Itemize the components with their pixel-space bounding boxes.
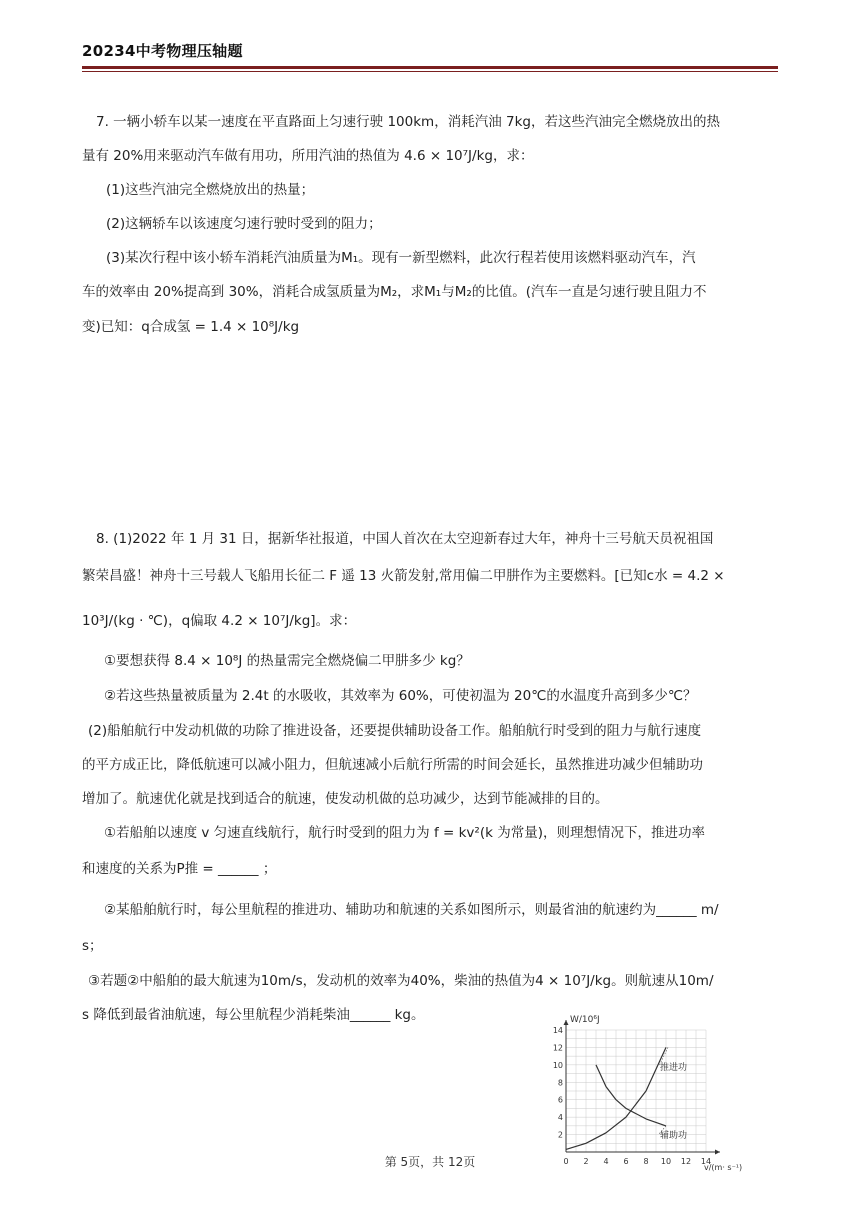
q8-part2-sub2-line-2: s；: [82, 938, 103, 954]
x-tick-label: 10: [660, 1157, 672, 1166]
header-rule-thick: [82, 66, 778, 69]
x-tick-label: 12: [680, 1157, 692, 1166]
y-tick-label: 2: [557, 1130, 563, 1140]
q8-part2-sub1-line-1: ①若船舶以速度 v 匀速直线航行，航行时受到的阻力为 f = kv²(k 为常量)，则理想情况下，推进功率: [104, 825, 705, 841]
q8-text-line-3: 10³J/(kg · ℃)，q偏取 4.2 × 10⁷J/kg]。求：: [82, 613, 357, 629]
y-tick-label: 14: [552, 1026, 563, 1035]
q7-part3-line-1: (3)某次行程中该小轿车消耗汽油质量为M₁。现有一新型燃料，此次行程若使用该燃料驱动汽车，汽: [106, 250, 696, 266]
q7-part2: (2)这辆轿车以该速度匀速行驶时受到的阻力；: [106, 216, 382, 232]
chart-axes: [553, 1020, 720, 1166]
document-header-title: 20234中考物理压轴题: [82, 42, 243, 60]
y-tick-label: 6: [557, 1095, 563, 1105]
q8-part2-line-3: 增加了。航速优化就是找到适合的航速，使发动机做的总功减少，达到节能减排的目的。: [82, 791, 609, 807]
q8-part2-sub3-line-1: ③若题②中船舶的最大航速为10m/s，发动机的效率为40%，柴油的热值为4 × 10⁷J/kg。则航速从10m/: [88, 973, 714, 989]
aux-work-curve: [596, 1065, 666, 1126]
y-tick-label: 12: [552, 1043, 563, 1053]
q7-part1: (1)这些汽油完全燃烧放出的热量；: [106, 182, 315, 198]
y-axis-label: W/10⁶J: [570, 1015, 600, 1025]
q7-text-line-1: 7. 一辆小轿车以某一速度在平直路面上匀速行驶 100km，消耗汽油 7kg，若这些汽油完全燃烧放出的热: [96, 114, 720, 130]
q8-part2-sub2-line-1: ②某船舶航行时，每公里航程的推进功、辅助功和航速的关系如图所示，则最省油的航速约为______ m/: [104, 902, 719, 918]
q8-part2-sub1-line-2: 和速度的关系为P推 = ______ ；: [82, 861, 277, 877]
x-tick-label: 6: [623, 1157, 629, 1166]
q8-part2-line-1: (2)船舶航行中发动机做的功除了推进设备，还要提供辅助设备工作。船舶航行时受到的阻力与航行速度: [88, 723, 702, 739]
q8-part2-sub3-line-2: s 降低到最省油航速，每公里航程少消耗柴油______ kg。: [82, 1007, 425, 1023]
x-tick-label: 0: [563, 1157, 569, 1166]
chart-svg: [548, 1008, 758, 1176]
y-tick-label: 10: [552, 1060, 563, 1070]
q7-part3-line-3: 变)已知：q合成氢 = 1.4 × 10⁸J/kg: [82, 319, 300, 335]
x-tick-label: 8: [643, 1157, 649, 1166]
q8-text-line-2: 繁荣昌盛！神舟十三号载人飞船用长征二 F 遥 13 火箭发射,常用偏二甲肼作为主要燃料。[已知c水 = 4.2 ×: [82, 568, 725, 584]
q7-text-line-2: 量有 20%用来驱动汽车做有用功，所用汽油的热值为 4.6 × 10⁷J/kg，求：: [82, 148, 534, 164]
chart-series: [566, 1047, 668, 1149]
page-number: 第 5页，共 12页: [384, 1155, 476, 1169]
x-tick-label: 4: [603, 1157, 609, 1166]
q8-sub1: ①要想获得 8.4 × 10⁸J 的热量需完全燃烧偏二甲肼多少 kg？: [104, 653, 470, 669]
q8-text-line-1: 8. (1)2022 年 1 月 31 日，据新华社报道，中国人首次在太空迎新春过大年，神舟十三号航天员祝祖国: [96, 531, 714, 547]
y-axis-arrow: [564, 1020, 569, 1025]
q8-part2-line-2: 的平方成正比，降低航速可以减小阻力，但航速减小后航行所需的时间会延长，虽然推进功减少但辅助功: [82, 757, 703, 773]
q7-part3-line-2: 车的效率由 20%提高到 30%，消耗合成氢质量为M₂，求M₁与M₂的比值。(汽车一直是匀速行驶且阻力不: [82, 284, 707, 300]
x-axis-label: v/(m· s⁻¹): [704, 1163, 743, 1172]
aux-work-label: 辅助功: [660, 1131, 688, 1141]
x-tick-label: 14: [700, 1157, 712, 1166]
push-work-label: 推进功: [660, 1063, 688, 1073]
x-tick-label: 2: [583, 1157, 589, 1166]
y-tick-label: 4: [557, 1113, 563, 1123]
q8-sub2: ②若这些热量被质量为 2.4t 的水吸收，其效率为 60%，可使初温为 20℃的水温度升高到多少℃？: [104, 688, 697, 704]
y-tick-label: 8: [557, 1078, 563, 1088]
work-speed-chart: [548, 1008, 758, 1176]
header-rule-thin: [82, 71, 778, 72]
